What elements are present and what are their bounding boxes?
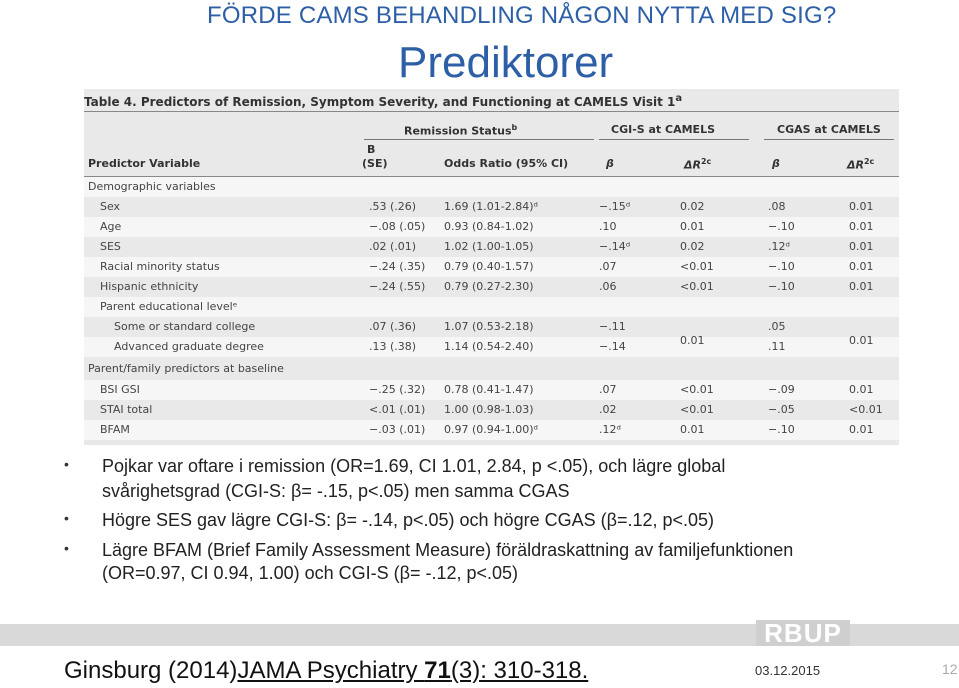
group-cgis-rule xyxy=(599,139,749,140)
bullet-icon: • xyxy=(64,540,69,556)
header-b: B xyxy=(367,143,376,156)
bullet-icon: • xyxy=(64,510,69,526)
header-odds-ratio: Odds Ratio (95% CI) xyxy=(444,157,569,170)
table-top-rule xyxy=(84,111,899,112)
merged-dr2-cgis: 0.01 xyxy=(680,334,705,347)
header-predictor: Predictor Variable xyxy=(88,157,201,170)
table-caption: Table 4. Predictors of Remission, Symptom Severity, and Functioning at CAMELS Visit 1$^a$ xyxy=(84,93,683,109)
group-cgas-header: CGAS at CAMELS xyxy=(777,123,881,136)
table-row: Parent/family predictors at baseline xyxy=(88,362,284,375)
header-dr2-cgas: $\Delta R^{2c}$ xyxy=(847,157,875,172)
table-row: Racial minority status −.24 (.35) 0.79 (0.40-1.57) .07 <0.01 −.10 0.01 xyxy=(84,257,899,277)
group-cgis-header: CGI-S at CAMELS xyxy=(611,123,716,136)
table-row: Sex .53 (.26) 1.69 (1.01-2.84)ᵈ −.15ᵈ 0.02 .08 0.01 xyxy=(100,200,874,213)
header-beta-cgas: β xyxy=(772,157,780,170)
citation: Ginsburg (2014)JAMA Psychiatry 71(3): 310-318. xyxy=(64,657,589,684)
header-beta-cgis: β xyxy=(606,157,614,170)
slide-title: Prediktorer xyxy=(398,38,614,87)
slide-kicker: FÖRDE CAMS BEHANDLING NÅGON NYTTA MED SIG? xyxy=(207,2,837,29)
group-remission-header: Remission Status$^b$ xyxy=(404,123,518,138)
table-row: STAI total <.01 (.01) 1.00 (0.98-1.03) .02 <0.01 −.05 <0.01 xyxy=(100,403,883,416)
predictor-table xyxy=(84,89,899,445)
merged-dr2-cgas: 0.01 xyxy=(849,334,874,347)
page-number: 12 xyxy=(942,661,958,677)
table-row: Hispanic ethnicity −.24 (.55) 0.79 (0.27-2.30) .06 <0.01 −.10 0.01 xyxy=(100,280,874,293)
table-row: Age −.08 (.05) 0.93 (0.84-1.02) .10 0.01 −.10 0.01 xyxy=(84,217,899,237)
header-dr2-cgis: $\Delta R^{2c}$ xyxy=(684,157,712,172)
rbup-logo: RBUP xyxy=(756,620,850,646)
table-row: SES .02 (.01) 1.02 (1.00-1.05) −.14ᵈ 0.02 .12ᵈ 0.01 xyxy=(100,240,874,253)
table-row: BSI GSI −.25 (.32) 0.78 (0.41-1.47) .07 <0.01 −.09 0.01 xyxy=(84,380,899,400)
group-cgas-rule xyxy=(764,139,894,140)
group-remission-rule xyxy=(364,139,594,140)
table-row: BFAM −.03 (.01) 0.97 (0.94-1.00)ᵈ .12ᵈ 0.01 −.10 0.01 xyxy=(84,420,899,440)
table-row: Some or standard college .07 (.36) 1.07 (0.53-2.18) −.11 .05 xyxy=(114,320,786,333)
header-se: (SE) xyxy=(362,157,388,170)
table-row: Parent educational levelᵉ xyxy=(84,297,899,317)
footer-date: 03.12.2015 xyxy=(755,663,821,678)
table-row: Demographic variables xyxy=(84,177,899,197)
bullet-icon: • xyxy=(64,456,69,472)
table-row: Advanced graduate degree .13 (.38) 1.14 (0.54-2.40) −.14 .11 xyxy=(84,337,899,357)
